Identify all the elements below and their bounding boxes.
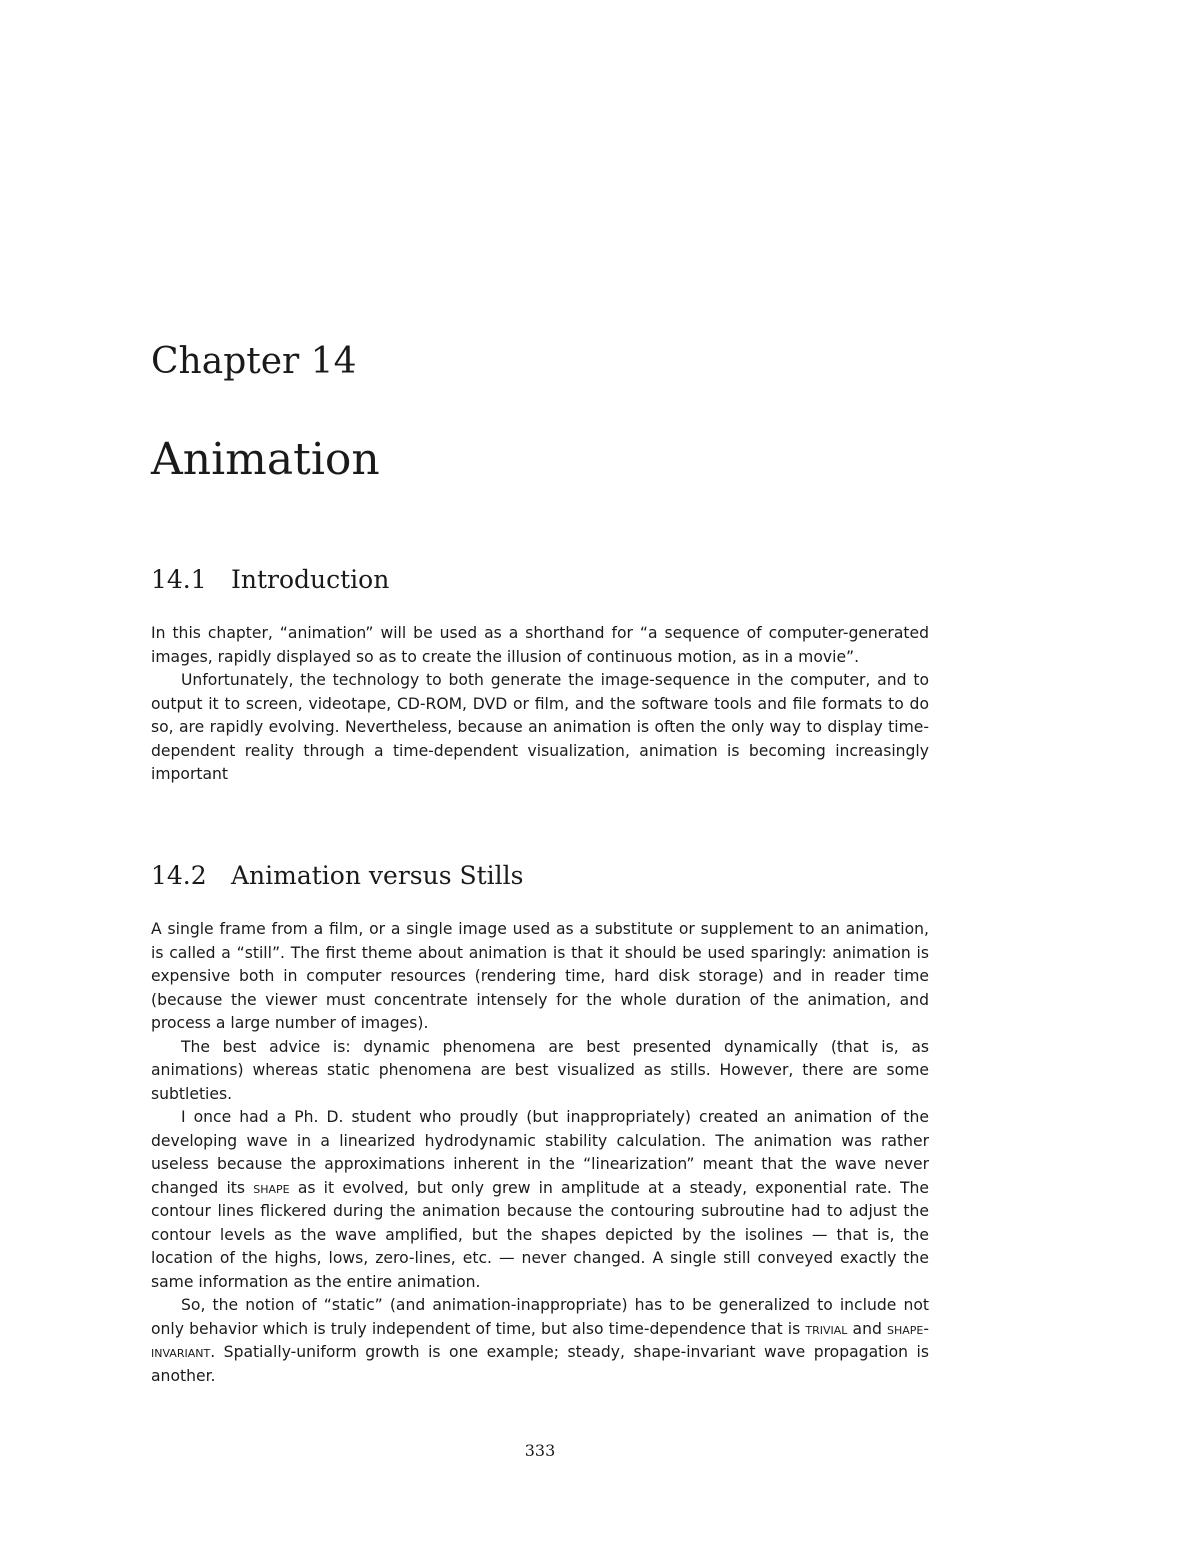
section-heading-animation-versus-stills xyxy=(151,860,523,892)
paragraph-text: and xyxy=(847,1319,887,1338)
section-title: Animation versus Stills xyxy=(231,861,524,890)
chapter-title: Animation xyxy=(151,434,380,485)
page xyxy=(151,0,929,1553)
section-number: 14.2 xyxy=(151,861,207,890)
section-body-animation-versus-stills xyxy=(151,918,929,1388)
section-body-introduction xyxy=(151,622,929,787)
section-heading-introduction xyxy=(151,564,389,596)
paragraph: A single frame from a film, or a single image used as a substitute or supplement to an animation, is called a “still”. The first theme about animation is that it should be used sparingly: animation is expensive both in computer resources (rendering time, hard disk storage) and in reader time (because the viewer must concentrate intensely for the whole duration of the animation, and process a large number of images). xyxy=(151,920,929,1032)
paragraph-text: . Spatially-uniform growth is one example; steady, shape-invariant wave propagation is another. xyxy=(151,1343,929,1385)
paragraph: In this chapter, “animation” will be used as a shorthand for “a sequence of computer-generated images, rapidly displayed so as to create the illusion of continuous motion, as in a movie”. xyxy=(151,624,929,666)
paragraph: The best advice is: dynamic phenomena are best presented dynamically (that is, as animations) whereas static phenomena are best visualized as stills. However, there are some subtleties. xyxy=(151,1037,929,1103)
paragraph xyxy=(151,1106,929,1294)
section-title: Introduction xyxy=(231,565,390,594)
page-number: 333 xyxy=(524,1441,556,1460)
paragraph-text: So, the notion of “static” (and animation-inappropriate) has to be generalized to include not only behavior which is truly independent of time, but also time-dependence that is xyxy=(151,1296,929,1338)
chapter-label: Chapter 14 xyxy=(151,341,357,382)
paragraph xyxy=(151,1294,929,1388)
small-caps-term: shape-invariant xyxy=(151,1319,929,1361)
small-caps-term: shape xyxy=(253,1178,290,1197)
small-caps-term: trivial xyxy=(805,1319,848,1338)
paragraph-text: I once had a Ph. D. student who proudly (but inappropriately) created an animation of the developing wave in a linearized hydrodynamic stability calculation. The animation was rather useless because the approximations inherent in the “linearization” meant that the wave never changed its xyxy=(151,1108,929,1197)
paragraph: Unfortunately, the technology to both generate the image-sequence in the computer, and to output it to screen, videotape, CD-ROM, DVD or film, and the software tools and file formats to do so, are rapidly evolving. Nevertheless, because an animation is often the only way to display time-dependent reality through a time-dependent visualization, animation is becoming increasingly important xyxy=(151,671,929,783)
section-number: 14.1 xyxy=(151,565,207,594)
paragraph-text: as it evolved, but only grew in amplitude at a steady, exponential rate. The contour lines flickered during the animation because the contouring subroutine had to adjust the contour levels as the wave amplified, but the shapes depicted by the isolines — that is, the location of the highs, lows, zero-lines, etc. — never changed. A single still conveyed exactly the same information as the entire animation. xyxy=(151,1178,929,1291)
